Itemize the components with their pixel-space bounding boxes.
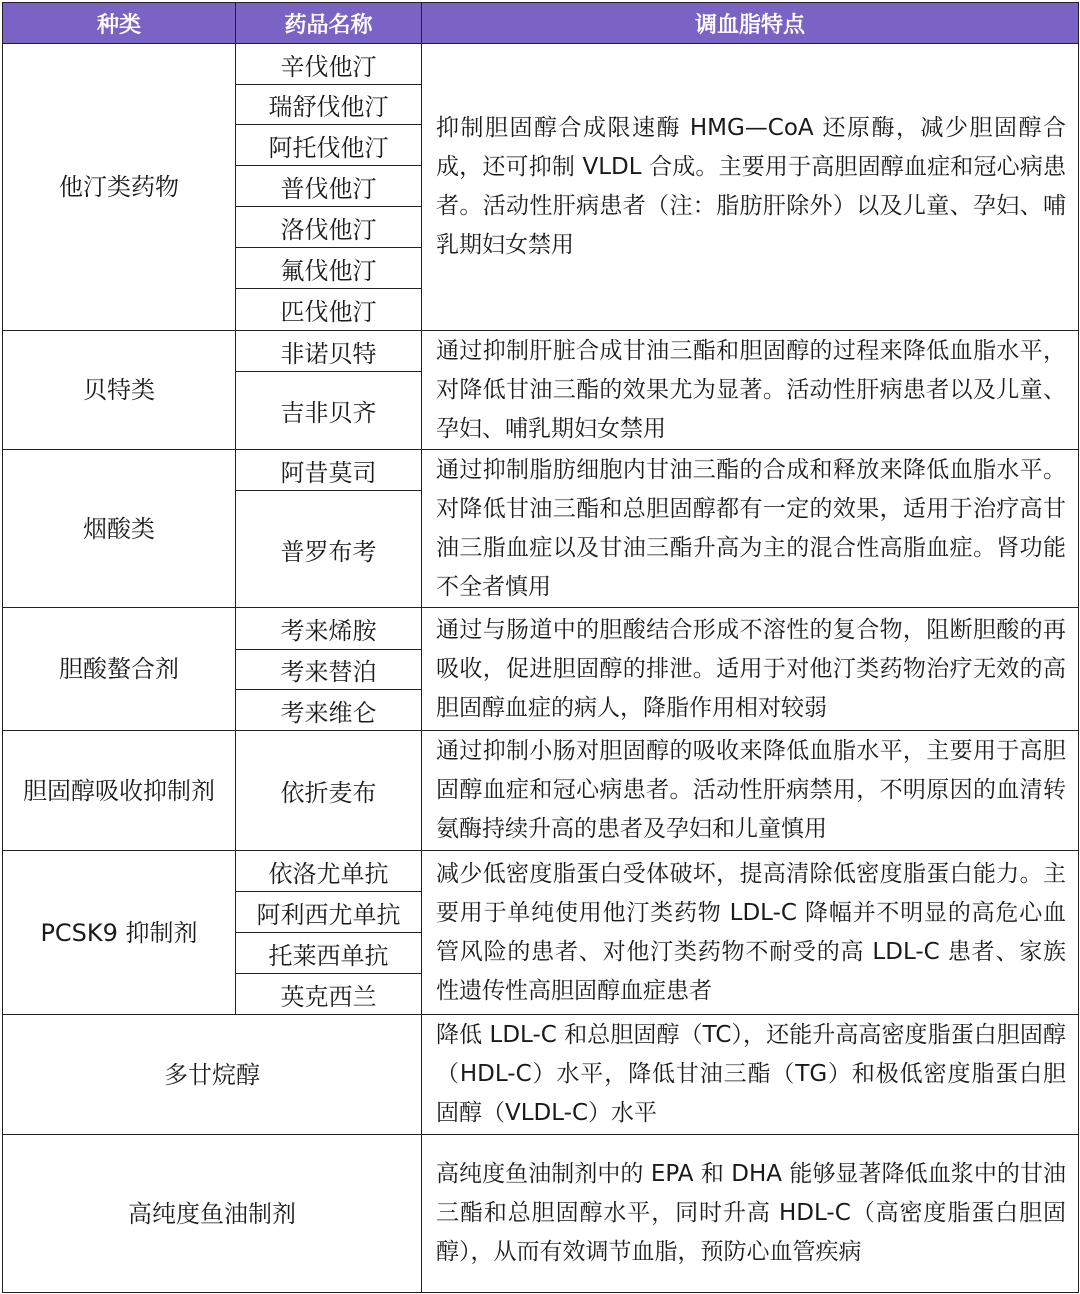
category-cell: 贝特类 [3,331,236,450]
table-row [3,1015,1079,1135]
header-characteristics: 调血脂特点 [422,3,1079,44]
drug-cell: 依洛尤单抗 [236,851,422,892]
description-cell: 通过与肠道中的胆酸结合形成不溶性的复合物，阻断胆酸的再吸收，促进胆固醇的排泄。适用于对他汀类药物治疗无效的高胆固醇血症的病人，降脂作用相对较弱 [422,608,1079,731]
description-cell: 通过抑制肝脏合成甘油三酯和胆固醇的过程来降低血脂水平，对降低甘油三酯的效果尤为显著。活动性肝病患者以及儿童、孕妇、哺乳期妇女禁用 [422,331,1079,450]
description-cell: 降低 LDL-C 和总胆固醇（TC），还能升高高密度脂蛋白胆固醇（HDL-C）水平，降低甘油三酯（TG）和极低密度脂蛋白胆固醇（VLDL-C）水平 [422,1015,1079,1135]
category-cell: 高纯度鱼油制剂 [3,1135,422,1293]
table-row [3,44,1079,85]
category-cell: 胆固醇吸收抑制剂 [3,731,236,851]
drug-cell: 托莱西单抗 [236,933,422,974]
lipid-drug-table [2,2,1079,1293]
category-cell: 他汀类药物 [3,44,236,331]
table-row [3,851,1079,892]
table-row [3,450,1079,491]
drug-cell: 辛伐他汀 [236,44,422,85]
description-cell: 减少低密度脂蛋白受体破坏，提高清除低密度脂蛋白能力。主要用于单纯使用他汀类药物 LDL-C 降幅并不明显的高危心血管风险的患者、对他汀类药物不耐受的高 LDL-C 患者、家族性遗传性高胆固醇血症患者 [422,851,1079,1015]
drug-cell: 考来维仑 [236,690,422,731]
header-drug-name: 药品名称 [236,3,422,44]
drug-cell: 普伐他汀 [236,166,422,207]
drug-cell: 阿托伐他汀 [236,125,422,166]
drug-cell: 考来替泊 [236,650,422,690]
drug-cell: 非诺贝特 [236,331,422,372]
drug-cell: 阿昔莫司 [236,450,422,491]
drug-cell: 英克西兰 [236,974,422,1015]
drug-cell: 瑞舒伐他汀 [236,85,422,125]
table-row [3,1135,1079,1293]
description-cell: 通过抑制小肠对胆固醇的吸收来降低血脂水平，主要用于高胆固醇血症和冠心病患者。活动性肝病禁用，不明原因的血清转氨酶持续升高的患者及孕妇和儿童慎用 [422,731,1079,851]
category-cell: 多廿烷醇 [3,1015,422,1135]
drug-cell: 普罗布考 [236,491,422,608]
drug-cell: 吉非贝齐 [236,372,422,450]
category-cell: 胆酸螯合剂 [3,608,236,731]
description-cell: 高纯度鱼油制剂中的 EPA 和 DHA 能够显著降低血浆中的甘油三酯和总胆固醇水平，同时升高 HDL-C（高密度脂蛋白胆固醇），从而有效调节血脂，预防心血管疾病 [422,1135,1079,1293]
header-category: 种类 [3,3,236,44]
description-cell: 抑制胆固醇合成限速酶 HMG—CoA 还原酶，减少胆固醇合成，还可抑制 VLDL 合成。主要用于高胆固醇血症和冠心病患者。活动性肝病患者（注：脂肪肝除外）以及儿童、孕妇、哺乳期妇女禁用 [422,44,1079,331]
category-cell: 烟酸类 [3,450,236,608]
drug-cell: 洛伐他汀 [236,207,422,248]
drug-cell: 依折麦布 [236,731,422,851]
category-cell: PCSK9 抑制剂 [3,851,236,1015]
table-row [3,731,1079,851]
table-row [3,608,1079,650]
drug-cell: 阿利西尤单抗 [236,892,422,933]
drug-cell: 氟伐他汀 [236,248,422,289]
description-cell: 通过抑制脂肪细胞内甘油三酯的合成和释放来降低血脂水平。对降低甘油三酯和总胆固醇都有一定的效果，适用于治疗高甘油三脂血症以及甘油三酯升高为主的混合性高脂血症。肾功能不全者慎用 [422,450,1079,608]
header-row [3,3,1079,44]
drug-cell: 匹伐他汀 [236,289,422,331]
drug-cell: 考来烯胺 [236,608,422,650]
table-row [3,331,1079,372]
